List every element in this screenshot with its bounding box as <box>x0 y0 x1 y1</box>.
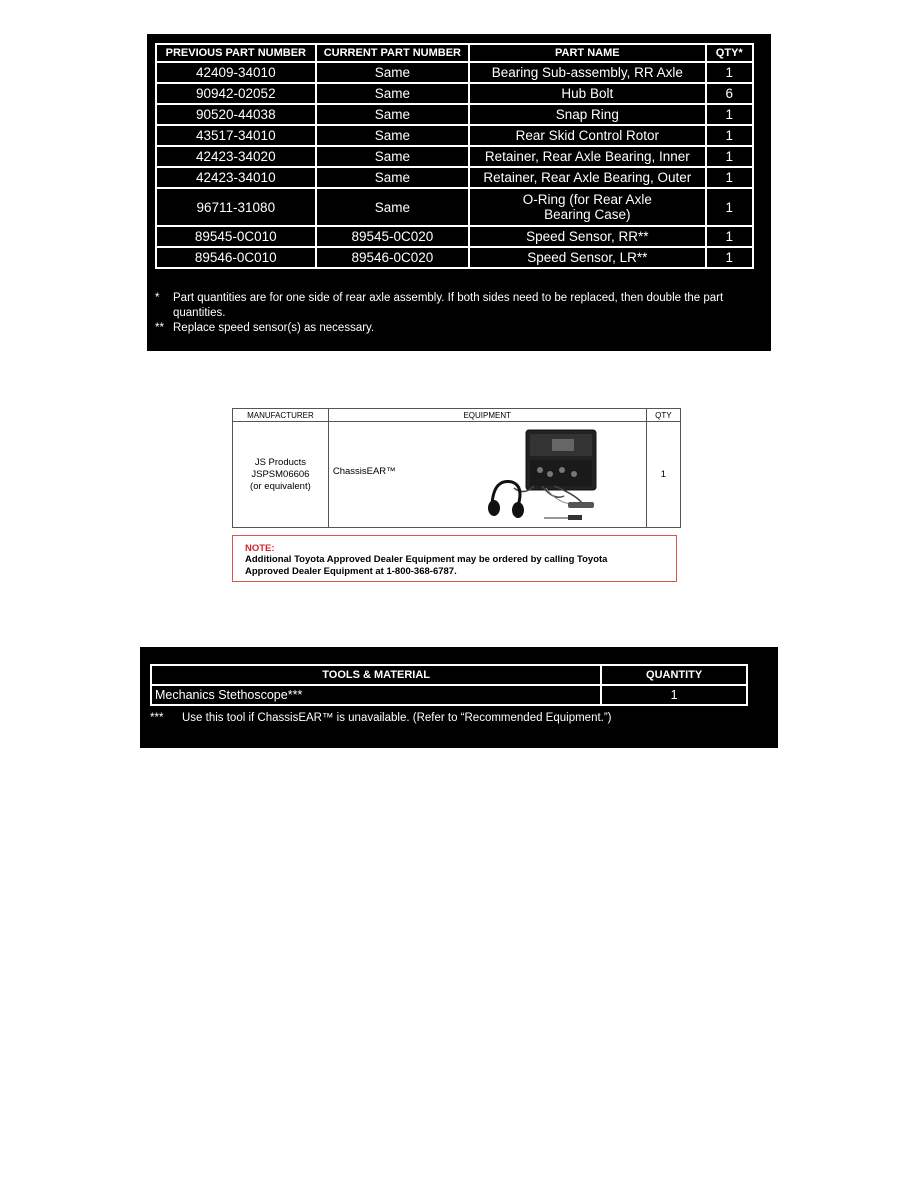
header-current-part-number: CURRENT PART NUMBER <box>316 44 470 62</box>
parts-header-row <box>156 44 753 62</box>
part-qty: 6 <box>706 83 754 104</box>
footnote-text: Part quantities are for one side of rear axle assembly. If both sides need to be replaced, then double the part quantities. <box>173 292 724 319</box>
tools-footnote <box>150 712 612 724</box>
table-row <box>156 226 753 247</box>
previous-part-number: 42409-34010 <box>156 62 316 83</box>
part-name <box>469 188 705 226</box>
equipment-name: ChassisEAR™ <box>332 466 396 477</box>
manufacturer-part-number: JSPSM06606 <box>251 468 310 480</box>
part-name: Retainer, Rear Axle Bearing, Outer <box>469 167 705 188</box>
table-row <box>156 125 753 146</box>
table-row <box>156 104 753 125</box>
note-body <box>245 554 676 578</box>
footnote-mark: * <box>155 292 160 304</box>
previous-part-number: 90942-02052 <box>156 83 316 104</box>
header-tools-material: TOOLS & MATERIAL <box>151 665 601 685</box>
part-qty: 1 <box>706 125 754 146</box>
current-part-number: Same <box>316 125 470 146</box>
table-row <box>151 685 747 705</box>
tools-header-row <box>151 665 747 685</box>
header-quantity: QUANTITY <box>601 665 747 685</box>
part-name: Bearing Sub-assembly, RR Axle <box>469 62 705 83</box>
header-equipment-qty: QTY <box>646 409 680 422</box>
footnote-mark: *** <box>150 712 164 724</box>
current-part-number: 89546-0C020 <box>316 247 470 268</box>
header-equipment: EQUIPMENT <box>328 409 646 422</box>
previous-part-number: 42423-34020 <box>156 146 316 167</box>
table-row <box>233 422 681 528</box>
current-part-number: Same <box>316 62 470 83</box>
footnote <box>155 321 745 336</box>
manufacturer-cell <box>233 422 329 528</box>
table-row <box>156 188 753 226</box>
note-line-1: Additional Toyota Approved Dealer Equipment may be ordered by calling Toyota <box>245 554 608 565</box>
parts-footnotes <box>155 291 745 336</box>
table-row <box>156 83 753 104</box>
part-name-line-1: O-Ring (for Rear Axle <box>522 192 652 207</box>
footnote-text: Use this tool if ChassisEAR™ is unavailable. (Refer to “Recommended Equipment.”) <box>182 712 612 724</box>
manufacturer-equivalent: (or equivalent) <box>250 480 311 492</box>
part-name: Snap Ring <box>469 104 705 125</box>
part-name: Speed Sensor, RR** <box>469 226 705 247</box>
part-qty: 1 <box>706 104 754 125</box>
tools-panel <box>140 647 778 748</box>
header-part-name: PART NAME <box>469 44 705 62</box>
header-manufacturer: MANUFACTURER <box>233 409 329 422</box>
chassisear-kit-icon <box>484 426 604 522</box>
header-qty: QTY* <box>706 44 754 62</box>
equipment-cell <box>328 422 646 528</box>
equipment-qty: 1 <box>646 422 680 528</box>
note-box <box>232 535 677 582</box>
part-qty: 1 <box>706 167 754 188</box>
equipment-table <box>232 408 681 528</box>
current-part-number: 89545-0C020 <box>316 226 470 247</box>
manufacturer-name: JS Products <box>254 456 307 468</box>
part-qty: 1 <box>706 226 754 247</box>
table-row <box>156 62 753 83</box>
part-qty: 1 <box>706 247 754 268</box>
part-name: Hub Bolt <box>469 83 705 104</box>
parts-table <box>155 43 754 269</box>
current-part-number: Same <box>316 167 470 188</box>
tool-qty: 1 <box>601 685 747 705</box>
previous-part-number: 43517-34010 <box>156 125 316 146</box>
current-part-number: Same <box>316 188 470 226</box>
note-line-2: Approved Dealer Equipment at 1-800-368-6787. <box>245 566 457 577</box>
table-row <box>156 146 753 167</box>
part-name-line-2: Bearing Case) <box>544 207 631 222</box>
parts-panel <box>147 34 771 351</box>
previous-part-number: 89546-0C010 <box>156 247 316 268</box>
part-qty: 1 <box>706 62 754 83</box>
table-row <box>156 167 753 188</box>
current-part-number: Same <box>316 104 470 125</box>
current-part-number: Same <box>316 146 470 167</box>
tools-table <box>150 664 748 706</box>
part-name: Rear Skid Control Rotor <box>469 125 705 146</box>
previous-part-number: 96711-31080 <box>156 188 316 226</box>
tool-name: Mechanics Stethoscope*** <box>151 685 601 705</box>
previous-part-number: 90520-44038 <box>156 104 316 125</box>
note-title: NOTE: <box>245 543 275 554</box>
part-name: Retainer, Rear Axle Bearing, Inner <box>469 146 705 167</box>
table-row <box>156 247 753 268</box>
footnote <box>155 291 745 321</box>
equipment-header-row <box>233 409 681 422</box>
header-previous-part-number: PREVIOUS PART NUMBER <box>156 44 316 62</box>
previous-part-number: 89545-0C010 <box>156 226 316 247</box>
part-name: Speed Sensor, LR** <box>469 247 705 268</box>
footnote-text: Replace speed sensor(s) as necessary. <box>173 322 375 334</box>
current-part-number: Same <box>316 83 470 104</box>
previous-part-number: 42423-34010 <box>156 167 316 188</box>
part-qty: 1 <box>706 188 754 226</box>
footnote-mark: ** <box>155 322 164 334</box>
part-qty: 1 <box>706 146 754 167</box>
